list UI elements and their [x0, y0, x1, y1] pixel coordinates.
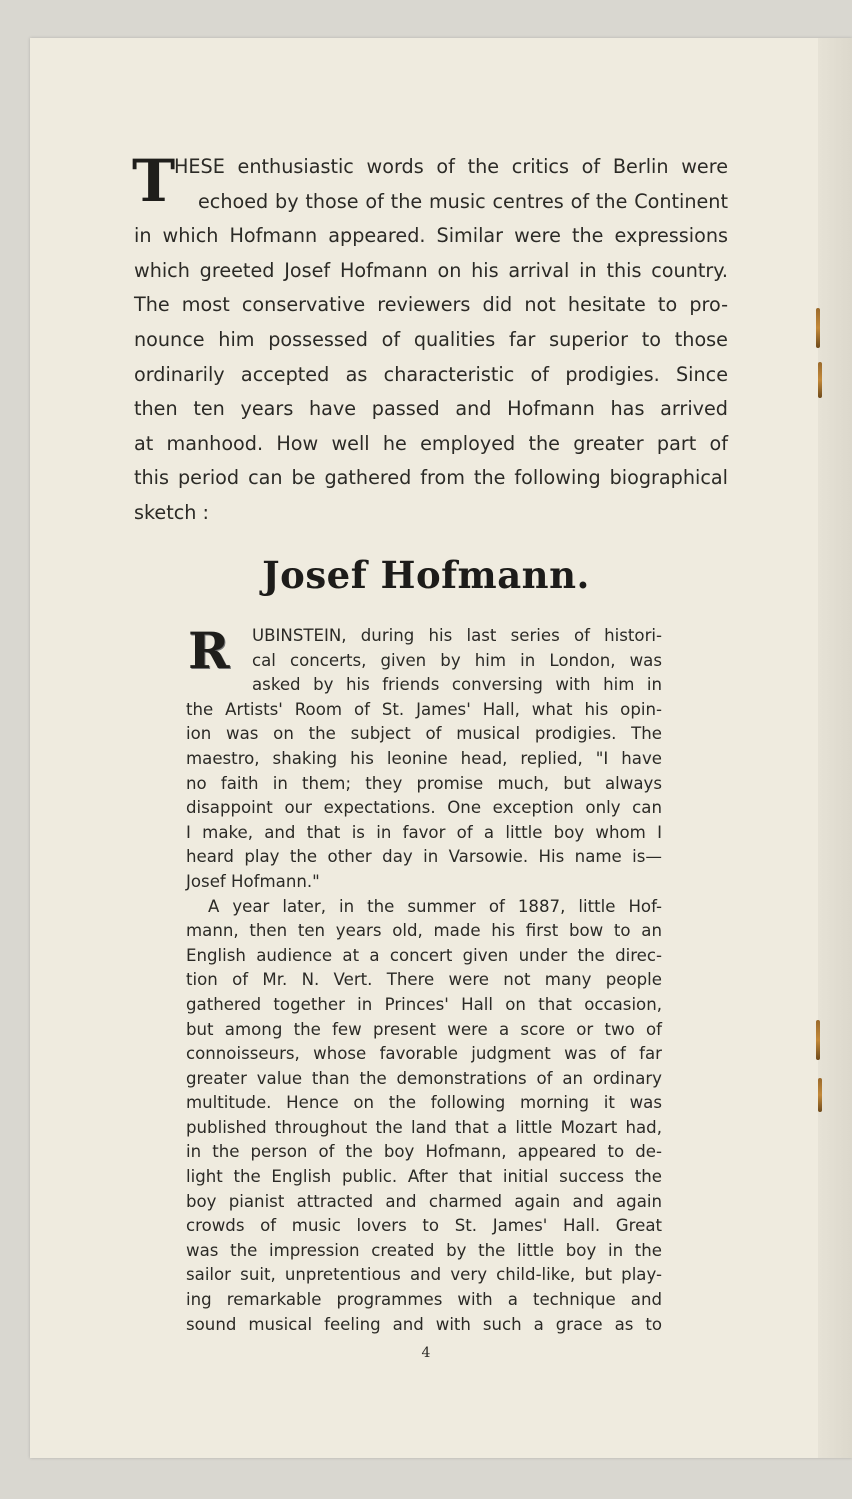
body-line: ion was on the subject of musical prodigies. The [186, 724, 662, 744]
body-line: no faith in them; they promise much, but always [186, 773, 662, 793]
intro-line: sketch : [134, 500, 210, 524]
body-line: English audience at a concert given under the direc- [186, 945, 662, 965]
intro-line: in which Hofmann appeared. Similar were the expressions [134, 224, 728, 248]
body-line: sound musical feeling and with such a grace as to [186, 1314, 662, 1334]
body-line: mann, then ten years old, made his first bow to an [186, 921, 662, 941]
body-line: UBINSTEIN, during his last series of histori- [252, 626, 662, 645]
binding-staple-4 [818, 1078, 822, 1112]
body-line: light the English public. After that initial success the [186, 1167, 662, 1187]
binding-staple-2 [818, 362, 822, 398]
body-line: ing remarkable programmes with a technique and [186, 1290, 662, 1310]
section-heading: Josef Hofmann. [262, 553, 590, 597]
intro-line: echoed by those of the music centres of the Continent [198, 189, 728, 213]
body-line: sailor suit, unpretentious and very child-like, but play- [186, 1265, 662, 1285]
body-line: the Artists' Room of St. James' Hall, what his opin- [186, 699, 662, 719]
intro-line: HESE enthusiastic words of the critics of Berlin were [174, 155, 728, 178]
body-line: tion of Mr. N. Vert. There were not many people [186, 970, 662, 990]
page-binding-edge [818, 38, 852, 1458]
body-line: crowds of music lovers to St. James' Hall. Great [186, 1216, 662, 1236]
body-line: was the impression created by the little boy in the [186, 1240, 662, 1260]
drop-cap-t: T [132, 147, 176, 215]
intro-line: which greeted Josef Hofmann on his arrival in this country. [134, 258, 728, 282]
drop-cap-r: R [188, 621, 230, 680]
body-line: heard play the other day in Varsowie. His name is— [186, 847, 662, 867]
intro-line: The most conservative reviewers did not hesitate to pro- [134, 293, 728, 317]
body-line: disappoint our expectations. One exception only can [186, 798, 662, 818]
body-line: boy pianist attracted and charmed again and again [186, 1191, 662, 1211]
binding-staple-3 [816, 1020, 820, 1060]
intro-line: then ten years have passed and Hofmann has arrived [134, 397, 728, 421]
intro-line: ordinarily accepted as characteristic of prodigies. Since [134, 362, 728, 386]
body-line: A year later, in the summer of 1887, little Hof- [208, 896, 662, 916]
biography-text [186, 621, 662, 1337]
body-line: multitude. Hence on the following morning it was [186, 1093, 662, 1113]
intro-paragraph [132, 147, 728, 531]
body-line: but among the few present were a score or two of [186, 1019, 662, 1039]
body-line: I make, and that is in favor of a little boy whom I [186, 822, 662, 842]
body-line: asked by his friends conversing with him in [252, 675, 662, 695]
body-line: in the person of the boy Hofmann, appeared to de- [186, 1142, 662, 1162]
body-line: gathered together in Princes' Hall on that occasion, [186, 994, 662, 1014]
intro-line: at manhood. How well he employed the greater part of [134, 431, 728, 455]
body-line: cal concerts, given by him in London, was [252, 650, 662, 670]
body-line: greater value than the demonstrations of an ordinary [186, 1068, 662, 1088]
intro-line: this period can be gathered from the following biographical [134, 466, 728, 490]
body-line: maestro, shaking his leonine head, replied, "I have [186, 748, 662, 768]
intro-line: nounce him possessed of qualities far superior to those [134, 327, 728, 351]
body-line: Josef Hofmann." [186, 871, 320, 891]
body-line: connoisseurs, whose favorable judgment was of far [186, 1044, 662, 1064]
body-line: published throughout the land that a little Mozart had, [186, 1117, 662, 1137]
page-number: 4 [421, 1345, 431, 1361]
binding-staple-1 [816, 308, 820, 348]
